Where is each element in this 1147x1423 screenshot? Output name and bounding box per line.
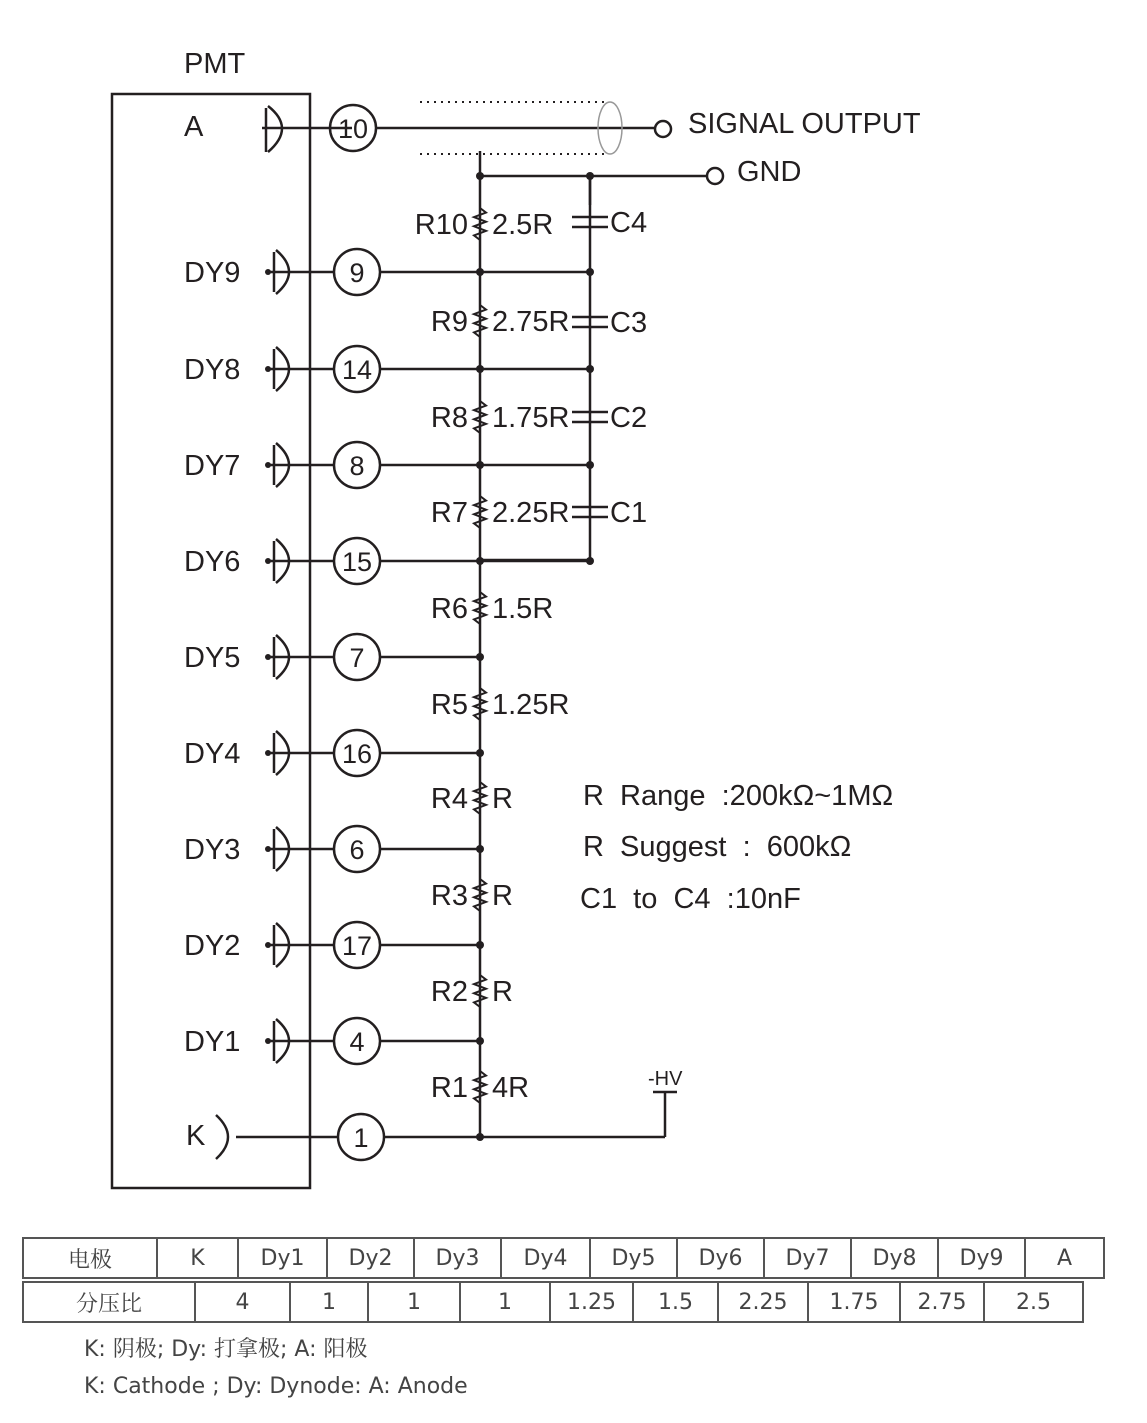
pin-number: 8 <box>349 451 365 481</box>
resistor-name: R5 <box>430 689 468 721</box>
note-capacitors: C1 to C4 :10nF <box>580 883 801 915</box>
pin-number: 6 <box>349 835 365 865</box>
resistor-name: R9 <box>430 306 468 338</box>
legend-english: K: Cathode ; Dy: Dynode: A: Anode <box>84 1374 468 1399</box>
table-header-cell: A <box>1026 1239 1105 1277</box>
resistor-value: 1.5R <box>492 593 554 625</box>
resistor <box>431 688 569 721</box>
resistor <box>431 879 513 912</box>
table-row-label: 电极 <box>24 1239 158 1277</box>
signal-output-label: SIGNAL OUTPUT <box>688 108 921 140</box>
pin-number: 9 <box>349 258 365 288</box>
table-ratio-cell: 1 <box>369 1283 461 1321</box>
dynode-row <box>184 922 484 968</box>
table-header-cell: Dy2 <box>328 1239 415 1277</box>
resistor-value: 2.75R <box>492 306 570 338</box>
resistor-value: R <box>492 976 513 1008</box>
dynode-row <box>184 442 594 488</box>
resistor-value: 4R <box>492 1072 530 1104</box>
resistor-name: R6 <box>430 593 468 625</box>
note-r-range: R Range :200kΩ~1MΩ <box>583 780 894 812</box>
resistor <box>431 401 569 434</box>
capacitor-name: C2 <box>610 402 648 434</box>
signal-terminal <box>655 121 671 137</box>
resistor-name: R4 <box>430 783 468 815</box>
capacitor <box>572 207 647 239</box>
pin-number: 4 <box>349 1027 365 1057</box>
capacitor-name: C3 <box>610 307 648 339</box>
pin-number: 17 <box>341 931 373 961</box>
resistor-name: R3 <box>430 880 468 912</box>
resistor-value: 1.75R <box>492 402 570 434</box>
pin-number: 16 <box>341 739 373 769</box>
table-header-cell: Dy7 <box>765 1239 852 1277</box>
table-ratio-cell: 1.5 <box>634 1283 719 1321</box>
resistor-value: 2.5R <box>492 209 554 241</box>
dynode-label: DY7 <box>184 450 241 482</box>
pin-number: 7 <box>349 643 365 673</box>
table-header-cell: Dy9 <box>939 1239 1026 1277</box>
table-ratio-cell: 2.75 <box>901 1283 985 1321</box>
resistor <box>431 782 513 815</box>
table-header-cell: K <box>158 1239 239 1277</box>
table-header-cell: Dy5 <box>591 1239 678 1277</box>
gnd-terminal <box>707 168 723 184</box>
pmt-title: PMT <box>184 48 246 80</box>
dynode-label: DY3 <box>184 834 241 866</box>
dynode-row <box>184 634 484 680</box>
table-ratio-cell: 2.25 <box>719 1283 809 1321</box>
table-header-cell: Dy3 <box>415 1239 502 1277</box>
table-ratio-cell: 1 <box>291 1283 369 1321</box>
ratio-table-values <box>22 1281 1084 1323</box>
capacitor-name: C4 <box>610 207 648 239</box>
table-header-cell: Dy8 <box>852 1239 939 1277</box>
table-ratio-cell: 1 <box>461 1283 551 1321</box>
pin-number-cathode: 1 <box>353 1123 369 1153</box>
dynode-label: DY9 <box>184 257 241 289</box>
table-header-cell: Dy4 <box>502 1239 591 1277</box>
anode-label: A <box>184 111 204 143</box>
dynode-row <box>184 346 594 392</box>
resistor <box>431 305 569 338</box>
table-ratio-cell: 1.25 <box>551 1283 634 1321</box>
resistor-value: R <box>492 880 513 912</box>
gnd-label: GND <box>737 156 802 188</box>
dynode-label: DY4 <box>184 738 241 770</box>
capacitor <box>572 402 647 434</box>
note-r-suggest: R Suggest : 600kΩ <box>583 831 852 863</box>
resistor <box>415 208 553 241</box>
resistor-name: R2 <box>430 976 468 1008</box>
ratio-table-header <box>22 1237 1105 1279</box>
resistor <box>431 975 513 1008</box>
resistor <box>431 592 553 625</box>
resistor-value: 2.25R <box>492 497 570 529</box>
hv-label: -HV <box>648 1068 683 1090</box>
resistor <box>431 496 569 529</box>
table-header-cell: Dy6 <box>678 1239 765 1277</box>
pin-number-anode: 10 <box>337 114 369 144</box>
dynode-row <box>184 730 484 776</box>
dynode-row <box>184 826 484 872</box>
dynode-label: DY1 <box>184 1026 241 1058</box>
dynode-label: DY6 <box>184 546 241 578</box>
table-ratio-cell: 4 <box>196 1283 291 1321</box>
cathode-label: K <box>186 1120 206 1152</box>
dynode-label: DY8 <box>184 354 241 386</box>
cathode-symbol <box>216 1115 228 1159</box>
dynode-label: DY5 <box>184 642 241 674</box>
table-header-cell: Dy1 <box>239 1239 328 1277</box>
resistor-value: 1.25R <box>492 689 570 721</box>
pin-number: 14 <box>341 355 373 385</box>
table-ratio-cell: 2.5 <box>985 1283 1084 1321</box>
dynode-row <box>184 249 594 295</box>
resistor-name: R1 <box>430 1072 468 1104</box>
capacitor <box>572 497 647 529</box>
legend-chinese: K: 阴极; Dy: 打拿极; A: 阳极 <box>84 1337 368 1362</box>
resistor-value: R <box>492 783 513 815</box>
dynode-row <box>184 1018 484 1064</box>
dynode-label: DY2 <box>184 930 241 962</box>
pin-number: 15 <box>341 547 373 577</box>
table-row-label: 分压比 <box>24 1283 196 1321</box>
resistor-name: R8 <box>430 402 468 434</box>
capacitor <box>572 307 647 339</box>
resistor-name: R7 <box>430 497 468 529</box>
resistor-name: R10 <box>414 209 468 241</box>
capacitor-name: C1 <box>610 497 648 529</box>
table-ratio-cell: 1.75 <box>809 1283 901 1321</box>
